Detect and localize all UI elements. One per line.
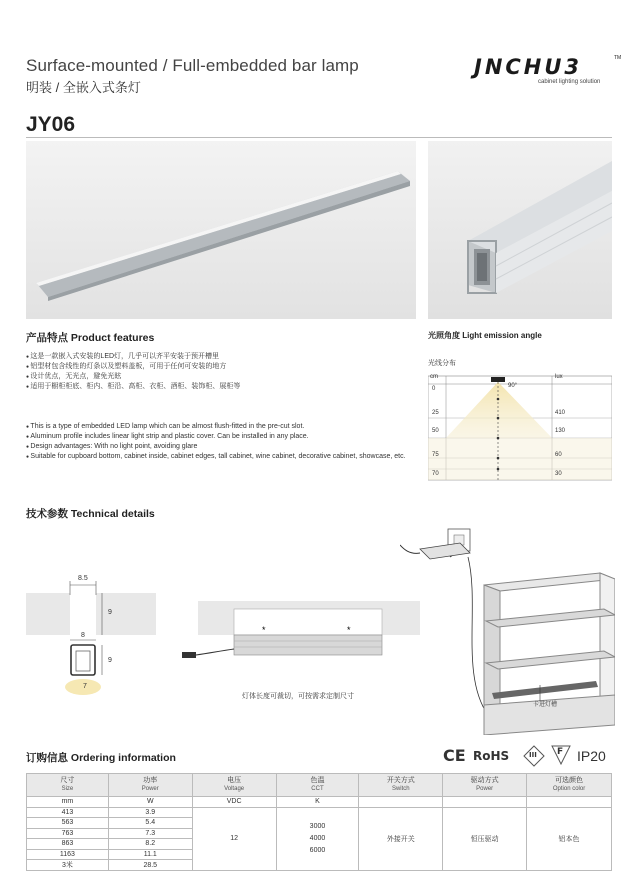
size-cell: 3米 xyxy=(27,860,109,871)
ce-mark-icon: CE xyxy=(443,746,466,765)
table-header-row xyxy=(27,774,612,797)
dim-9-bottom: 9 xyxy=(108,657,112,664)
unit-power: W xyxy=(108,797,192,808)
dim-7: 7 xyxy=(83,683,87,690)
product-photo-bar xyxy=(26,141,416,319)
col-header-switch: 开关方式 Switch xyxy=(359,774,443,797)
lux-130: 130 xyxy=(555,428,566,434)
distance-70: 70 xyxy=(432,471,439,477)
power-cell: 8.2 xyxy=(108,839,192,850)
feature-en-item: ● This is a type of embedded LED lamp which can be almost flush-fitted in the pre-cut slot. xyxy=(26,422,406,432)
unit-size: mm xyxy=(27,797,109,808)
cct-value: 6000 xyxy=(309,846,326,854)
emission-right-unit: lux xyxy=(555,374,563,380)
size-cell: 1163 xyxy=(27,849,109,860)
feature-en-item: ● Design advantages: With no light point, avoiding glare xyxy=(26,442,406,452)
light-distribution-diagram xyxy=(428,372,612,482)
power-cell: 11.1 xyxy=(108,849,192,860)
cross-section-drawing xyxy=(26,575,156,700)
features-cn-list xyxy=(26,352,406,392)
size-cell: 563 xyxy=(27,818,109,829)
header-divider xyxy=(26,137,612,138)
voltage-cell: 12 xyxy=(192,807,276,871)
feature-cn-item: ● 适用于橱柜柜底、柜内、柜沿、高柜、衣柜、酒柜、装饰柜、展柜等 xyxy=(26,382,406,392)
beam-angle: 90° xyxy=(508,383,518,389)
svg-text:*: * xyxy=(262,625,266,635)
color-cell: 铝本色 xyxy=(527,807,612,871)
unit-color xyxy=(527,797,612,808)
distance-0: 0 xyxy=(432,386,436,392)
feature-cn-item: ● 这是一款嵌入式安装的LED灯，几乎可以齐平安装于预开槽里 xyxy=(26,352,406,362)
cut-length-note: 灯体长度可裁切，可按需求定制尺寸 xyxy=(242,693,354,700)
cabinet-installation-drawing xyxy=(400,525,615,735)
power-cell: 28.5 xyxy=(108,860,192,871)
dim-8: 8 xyxy=(81,632,85,639)
product-photo-profile xyxy=(428,141,612,319)
col-header-color: 可选颜色 Option color xyxy=(527,774,612,797)
ordering-table xyxy=(26,773,612,871)
unit-switch xyxy=(359,797,443,808)
lux-30: 30 xyxy=(555,471,562,477)
drive-cell: 恒压驱动 xyxy=(443,807,527,871)
cut-length-drawing xyxy=(170,595,420,675)
lux-410: 410 xyxy=(555,410,566,416)
emission-left-unit: cm xyxy=(430,374,438,380)
col-header-drive: 驱动方式 Power xyxy=(443,774,527,797)
cct-cell xyxy=(276,807,359,871)
ordering-heading: 订购信息 Ordering information xyxy=(26,752,176,764)
table-row xyxy=(27,807,612,818)
cct-value: 4000 xyxy=(309,834,326,842)
power-cell: 3.9 xyxy=(108,807,192,818)
distance-75: 75 xyxy=(432,452,439,458)
power-cell: 5.4 xyxy=(108,818,192,829)
size-cell: 413 xyxy=(27,807,109,818)
f-mark-label: F xyxy=(557,747,564,757)
emission-subtitle: 光线分布 xyxy=(428,360,456,367)
feature-cn-item: ● 铝型材包含线性的灯条以及塑料盖板，可用于任何可安装的地方 xyxy=(26,362,406,372)
features-en-list xyxy=(26,422,406,462)
product-title-cn: 明装 / 全嵌入式条灯 xyxy=(26,80,141,95)
feature-en-item: ● Suitable for cupboard bottom, cabinet inside, cabinet edges, tall cabinet, wine cabinet, decorative cabinet, showcase, etc. xyxy=(26,452,406,462)
distance-25: 25 xyxy=(432,410,439,416)
svg-text:*: * xyxy=(347,625,351,635)
size-cell: 763 xyxy=(27,828,109,839)
units-row xyxy=(27,797,612,808)
product-title-en: Surface-mounted / Full-embedded bar lamp xyxy=(26,56,359,75)
col-header-size: 尺寸 Size xyxy=(27,774,109,797)
dim-9-top: 9 xyxy=(108,609,112,616)
col-header-cct: 色温 CCT xyxy=(276,774,359,797)
switch-cell: 外接开关 xyxy=(359,807,443,871)
emission-heading: 光照角度 Light emission angle xyxy=(428,331,542,340)
unit-voltage: VDC xyxy=(192,797,276,808)
features-heading: 产品特点 Product features xyxy=(26,332,155,344)
feature-cn-item: ● 设计优点，无光点，避免光眩 xyxy=(26,372,406,382)
size-cell: 863 xyxy=(27,839,109,850)
class-iii-label: III xyxy=(529,751,537,759)
certification-marks xyxy=(443,745,615,767)
ip-rating: IP20 xyxy=(577,748,606,764)
col-header-voltage: 电压 Voltage xyxy=(192,774,276,797)
unit-drive xyxy=(443,797,527,808)
technical-heading: 技术参数 Technical details xyxy=(26,508,155,520)
cct-value: 3000 xyxy=(309,822,326,830)
dim-8-5: 8.5 xyxy=(78,575,88,582)
distance-50: 50 xyxy=(432,428,439,434)
brand-tm: TM xyxy=(614,55,622,61)
brand-logo xyxy=(474,55,624,95)
model-number: JY06 xyxy=(26,113,76,136)
feature-en-item: ● Aluminum profile includes linear light strip and plastic cover. Can be installed in any place. xyxy=(26,432,406,442)
lux-60: 60 xyxy=(555,452,562,458)
unit-cct: K xyxy=(276,797,359,808)
col-header-power: 功率 Power xyxy=(108,774,192,797)
brand-name: JNCHU3 xyxy=(474,55,583,79)
rohs-mark-icon: RoHS xyxy=(473,749,510,763)
cabinet-slot-label: 卡进灯槽 xyxy=(533,702,558,708)
power-cell: 7.3 xyxy=(108,828,192,839)
brand-tagline: cabinet lighting solution xyxy=(538,79,601,85)
